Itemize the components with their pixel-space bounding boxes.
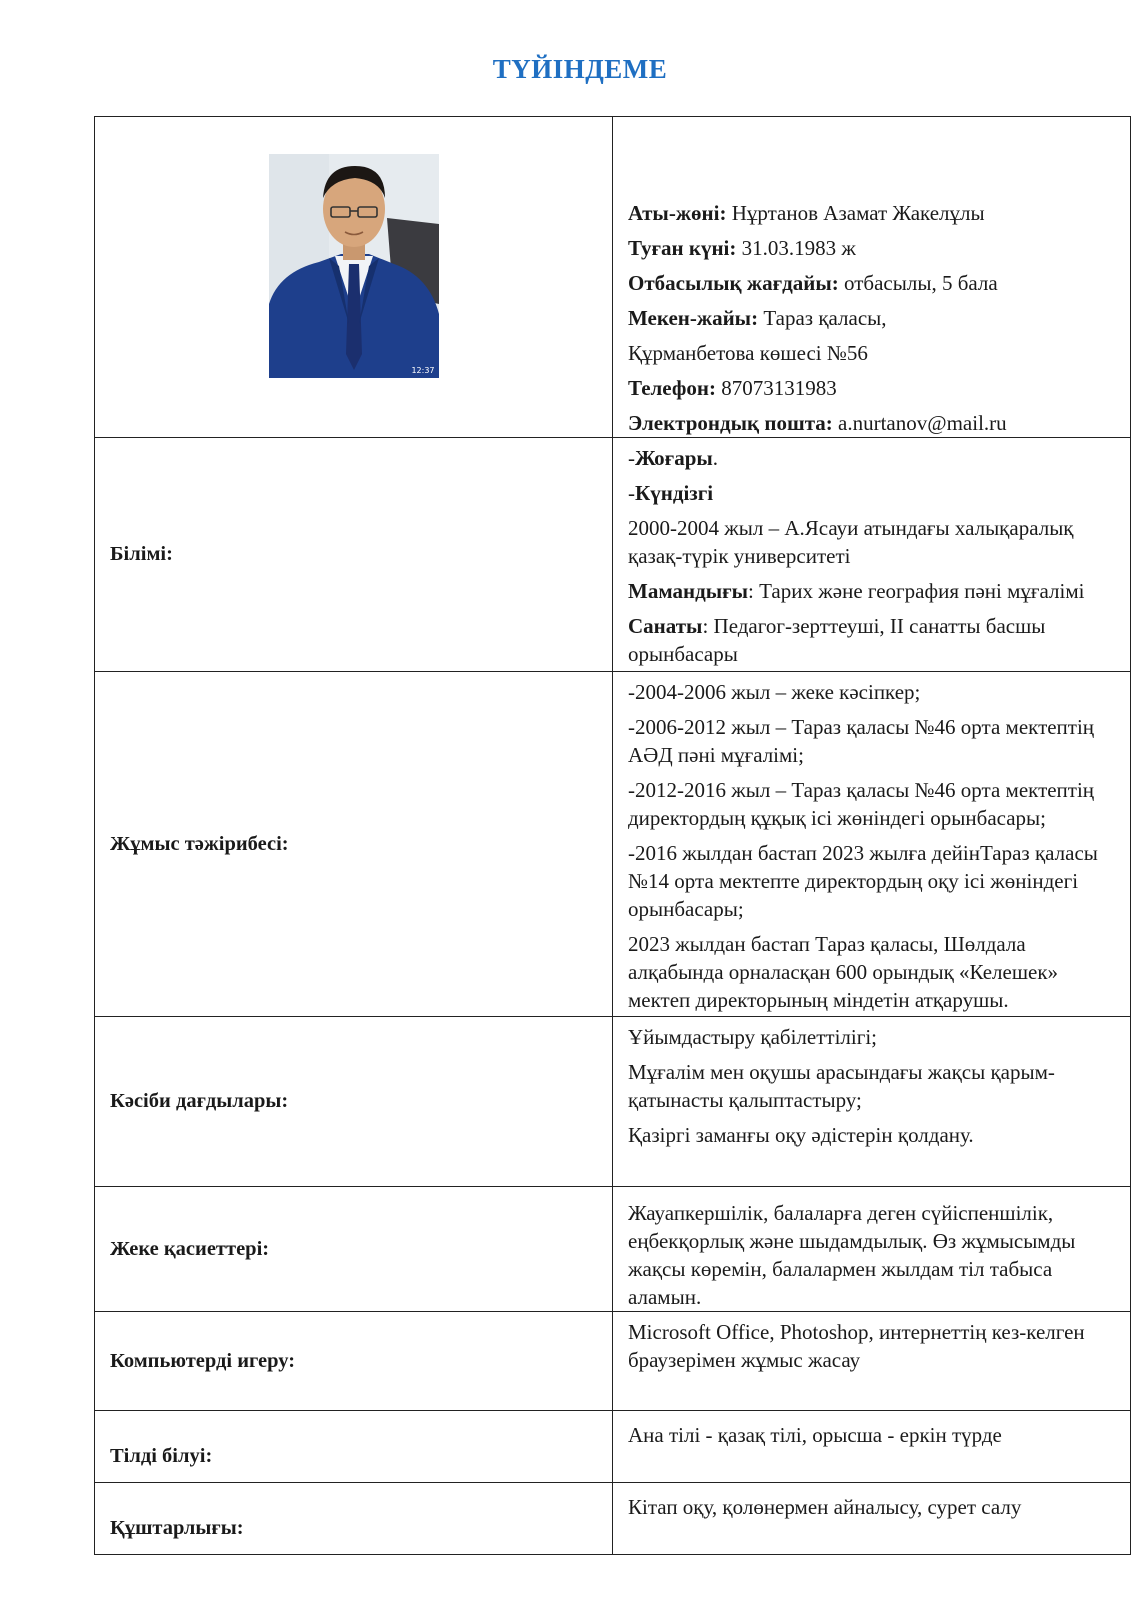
name-label: Аты-жөні:	[628, 201, 727, 225]
languages-value-cell	[613, 1411, 1131, 1483]
education-form-value: Күндізгі	[635, 481, 714, 505]
phone-line	[628, 374, 1120, 402]
name-line	[628, 199, 1120, 227]
name-value: Нұртанов Азамат Жакелұлы	[726, 201, 985, 225]
photo-timestamp: 12:37	[411, 366, 435, 375]
education-label-cell	[95, 438, 613, 672]
specialty-value: : Тарих және география пәні мұғалімі	[748, 579, 1085, 603]
computer-text: Microsoft Office, Photoshop, интернеттің кез-келген браузерімен жұмыс жасау	[628, 1320, 1085, 1372]
experience-row	[95, 672, 1131, 1017]
personal-qualities-row	[95, 1187, 1131, 1312]
document-title: ТҮЙІНДЕМЕ	[492, 54, 668, 84]
personal-qualities-label-cell	[95, 1187, 613, 1312]
phone-value: 87073131983	[716, 376, 837, 400]
experience-item: 2023 жылдан бастап Тараз қаласы, Шөлдала алқабында орналасқан 600 орындық «Келешек» мектеп директорының міндетін атқарушы.	[628, 932, 1059, 1012]
skill-item: Ұйымдастыру қабілеттілігі;	[628, 1025, 878, 1049]
experience-label-cell	[95, 672, 613, 1017]
computer-label-cell	[95, 1312, 613, 1411]
skill-item: Мұғалім мен оқушы арасындағы жақсы қарым-қатынасты қалыптастыру;	[628, 1060, 1055, 1112]
skills-label-cell	[95, 1017, 613, 1187]
languages-label: Тілді білуі:	[110, 1445, 213, 1467]
computer-value-cell	[613, 1312, 1131, 1411]
resume-table	[94, 116, 1131, 1555]
computer-row	[95, 1312, 1131, 1411]
experience-value-cell	[613, 672, 1131, 1017]
hobbies-value-cell	[613, 1483, 1131, 1555]
education-level-dash: -	[628, 446, 635, 470]
experience-item: -2004-2006 жыл – жеке кәсіпкер;	[628, 680, 921, 704]
portrait-photo	[269, 154, 439, 378]
skills-label: Кәсіби дағдылары:	[110, 1090, 289, 1112]
personal-info-cell	[613, 117, 1131, 438]
photo-cell	[95, 117, 613, 438]
family-line	[628, 269, 1120, 297]
languages-text: Ана тілі - қазақ тілі, орысша - еркін түрде	[628, 1423, 1002, 1447]
education-label: Білімі:	[110, 543, 173, 565]
education-level-end: .	[712, 446, 719, 470]
hobbies-label-cell	[95, 1483, 613, 1555]
category-value: : Педагог-зерттеуші, II санатты басшы орынбасары	[628, 614, 1046, 666]
skills-row	[95, 1017, 1131, 1187]
email-line	[628, 409, 1120, 437]
address-line-2: Құрманбетова көшесі №56	[628, 341, 868, 365]
languages-row	[95, 1411, 1131, 1483]
hobbies-text: Кітап оқу, қолөнермен айналысу, сурет салу	[628, 1495, 1022, 1519]
personal-qualities-label: Жеке қасиеттері:	[110, 1237, 270, 1260]
personal-qualities-text: Жауапкершілік, балаларға деген сүйіспеншілік, еңбекқорлық және шыдамдылық. Өз жұмысымды жақсы көремін, балалармен жылдам тіл табыса аламын.	[628, 1201, 1076, 1309]
computer-label: Компьютерді игеру:	[110, 1349, 296, 1372]
education-level	[628, 444, 1120, 472]
skill-item: Қазіргі заманғы оқу әдістерін қолдану.	[628, 1123, 974, 1147]
address-label: Мекен-жайы:	[628, 306, 759, 330]
specialty-label: Мамандығы	[628, 579, 749, 603]
family-value: отбасылы, 5 бала	[838, 271, 998, 295]
address-line	[628, 304, 1120, 332]
experience-label: Жұмыс тәжірибесі:	[110, 832, 289, 855]
education-form	[628, 479, 1120, 507]
education-row	[95, 438, 1131, 672]
experience-item: -2012-2016 жыл – Тараз қаласы №46 орта мектептің директордың құқық ісі жөніндегі орынбасары;	[628, 778, 1095, 830]
email-label: Электрондық пошта:	[628, 411, 833, 435]
education-form-dash: -	[628, 481, 635, 505]
personal-qualities-value-cell	[613, 1187, 1131, 1312]
birth-line	[628, 234, 1120, 262]
skills-value-cell	[613, 1017, 1131, 1187]
address-value-1: Тараз қаласы,	[758, 306, 887, 330]
education-level-value: Жоғары	[635, 446, 713, 470]
education-value-cell	[613, 438, 1131, 672]
family-label: Отбасылық жағдайы:	[628, 271, 839, 295]
education-category	[628, 612, 1120, 668]
hobbies-row	[95, 1483, 1131, 1555]
languages-label-cell	[95, 1411, 613, 1483]
birth-label: Туған күні:	[628, 236, 737, 260]
birth-value: 31.03.1983 ж	[736, 236, 856, 260]
education-university: 2000-2004 жыл – А.Ясауи атындағы халықаралық қазақ-түрік университеті	[628, 516, 1074, 568]
hobbies-label: Құштарлығы:	[110, 1517, 244, 1539]
experience-item: -2006-2012 жыл – Тараз қаласы №46 орта мектептің АӘД пәні мұғалімі;	[628, 715, 1095, 767]
email-value: a.nurtanov@mail.ru	[832, 411, 1007, 435]
personal-row	[95, 117, 1131, 438]
phone-label: Телефон:	[628, 376, 717, 400]
experience-item: -2016 жылдан бастап 2023 жылға дейінТараз қаласы №14 орта мектепте директордың оқу ісі жөніндегі орынбасары;	[628, 841, 1098, 921]
category-label: Санаты	[628, 614, 703, 638]
education-specialty	[628, 577, 1120, 605]
